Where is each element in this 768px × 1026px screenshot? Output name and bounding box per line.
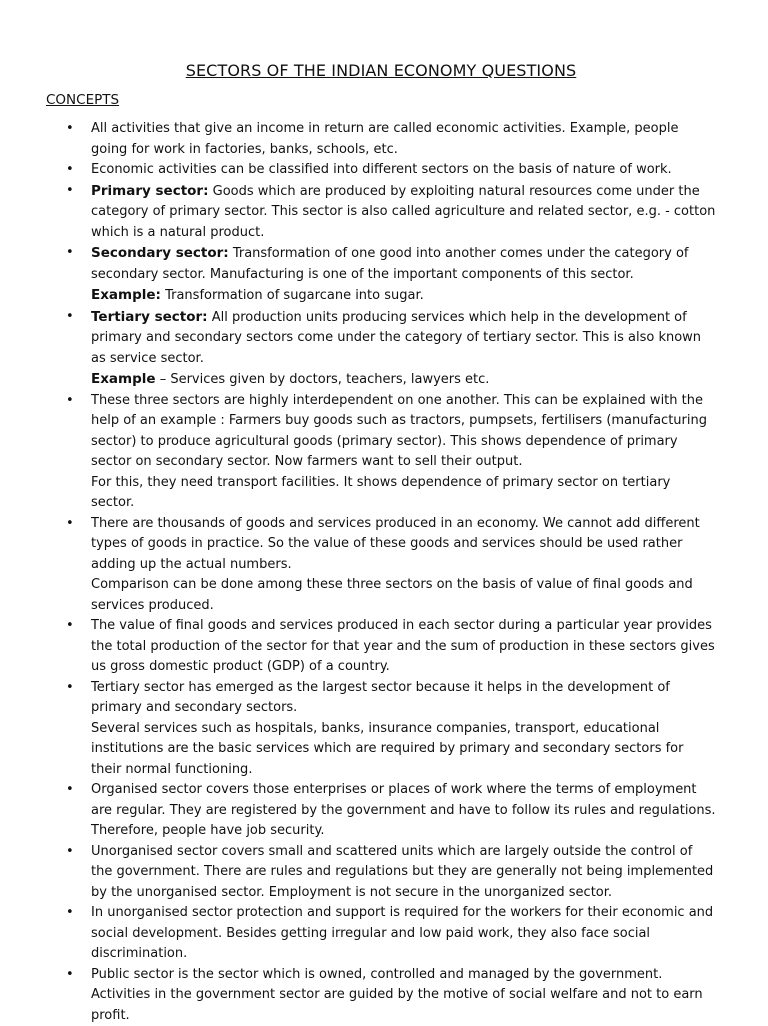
item-continuation [91,473,716,514]
item-text: In unorganised sector protection and support is required for the workers for their economic and social development. Besides getting irregular and low paid work, they also face social discrimination. [91,905,713,961]
bullet-icon: • [66,160,74,181]
section-heading-concepts: CONCEPTS [46,92,716,108]
continuation-text: For this, they need transport facilities. It shows dependence of primary sector on tertiary sector. [91,475,670,511]
continuation-text: – Services given by doctors, teachers, lawyers etc. [160,372,490,387]
bullet-icon: • [66,181,74,202]
item-text: Tertiary sector has emerged as the largest sector because it helps in the development of primary and secondary sectors. [91,680,670,716]
example-label: Example: [91,287,161,303]
list-item [46,842,716,904]
bullet-icon: • [66,514,74,535]
item-text: All production units producing services which help in the development of primary and secondary sectors come under the category of tertiary sector. This is also known as service sector. [91,310,701,366]
list-item [46,780,716,842]
document-title: SECTORS OF THE INDIAN ECONOMY QUESTIONS [46,61,716,80]
term-label: Secondary sector: [91,245,229,261]
item-continuation [91,285,716,307]
item-continuation [91,575,716,616]
item-text: Unorganised sector covers small and scattered units which are largely outside the control of the government. There are rules and regulations but they are generally not being implemented by the unorganised sector. Employment is not secure in the unorganized sector. [91,844,713,900]
bullet-icon: • [66,243,74,264]
list-item [46,514,716,617]
list-item [46,181,716,244]
bullet-icon: • [66,965,74,986]
item-text: The value of final goods and services produced in each sector during a particular year provides the total production of the sector for that year and the sum of production in these sectors gives us gross domestic product (GDP) of a country. [91,618,715,674]
bullet-icon: • [66,842,74,863]
item-continuation [91,719,716,781]
item-text: Public sector is the sector which is owned, controlled and managed by the government. Activities in the government sector are guided by the motive of social welfare and not to earn profit. [91,967,703,1023]
list-item [46,678,716,781]
term-label: Tertiary sector: [91,309,208,325]
bullet-icon: • [66,119,74,140]
list-item [46,616,716,678]
list-item [46,391,716,514]
list-item [46,307,716,391]
bullet-icon: • [66,391,74,412]
concepts-bullet-list [46,119,716,1026]
list-item [46,160,716,181]
item-text: Economic activities can be classified into different sectors on the basis of nature of work. [91,162,672,177]
list-item [46,903,716,965]
bullet-icon: • [66,307,74,328]
bullet-icon: • [66,616,74,637]
list-item [46,965,716,1026]
bullet-icon: • [66,780,74,801]
list-item [46,243,716,307]
continuation-text: Transformation of sugarcane into sugar. [165,288,424,303]
item-text: There are thousands of goods and services produced in an economy. We cannot add different types of goods in practice. So the value of these goods and services should be used rather adding up the actual numbers. [91,516,700,572]
example-label: Example [91,371,156,387]
continuation-text: Comparison can be done among these three sectors on the basis of value of final goods and services produced. [91,577,693,613]
item-text: Transformation of one good into another comes under the category of secondary sector. Manufacturing is one of the important components of this sector. [91,246,688,282]
continuation-text: Several services such as hospitals, banks, insurance companies, transport, educational institutions are the basic services which are required by primary and secondary sectors for their normal functioning. [91,721,683,777]
bullet-icon: • [66,903,74,924]
list-item [46,119,716,160]
item-text: Goods which are produced by exploiting natural resources come under the category of primary sector. This sector is also called agriculture and related sector, e.g. - cotton which is a natural product. [91,184,715,240]
term-label: Primary sector: [91,183,209,199]
item-text: These three sectors are highly interdependent on one another. This can be explained with the help of an example : Farmers buy goods such as tractors, pumpsets, fertilisers (manufacturing sector) to produce agricultural goods (primary sector). This shows dependence of primary sector on secondary sector. Now farmers want to sell their output. [91,393,707,470]
item-continuation [91,369,716,391]
item-text: All activities that give an income in return are called economic activities. Example, people going for work in factories, banks, schools, etc. [91,121,678,157]
item-text: Organised sector covers those enterprises or places of work where the terms of employment are regular. They are registered by the government and have to follow its rules and regulations. Therefore, people have job security. [91,782,716,838]
bullet-icon: • [66,678,74,699]
